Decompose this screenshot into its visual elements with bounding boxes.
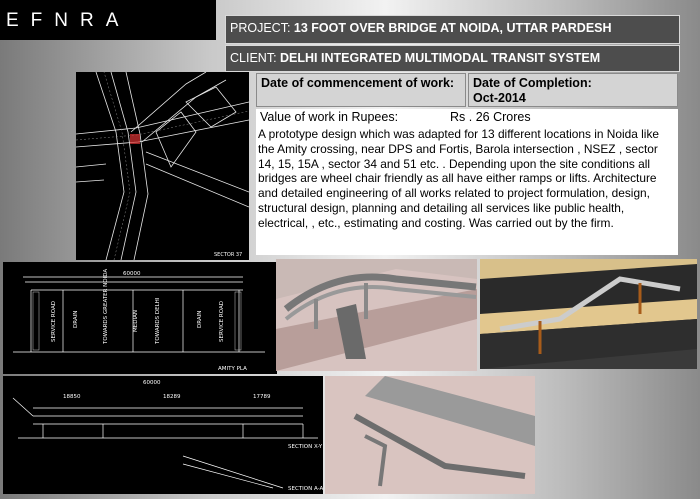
project-bar xyxy=(225,15,680,44)
section-label-3: TOWARDS GREATER NOIDA xyxy=(103,268,109,344)
elev-section-xy: SECTION X-Y xyxy=(288,444,323,450)
section-label-2: DRAIN xyxy=(73,310,79,328)
site-plan-drawing xyxy=(76,72,249,260)
section-dim: 60000 xyxy=(123,271,141,277)
completion-value: Oct-2014 xyxy=(473,91,526,105)
value-of-work-row xyxy=(256,109,678,127)
completion-cell xyxy=(468,73,678,107)
section-label-5: TOWARDS DELHI xyxy=(155,297,161,344)
firm-logo: EFNRA xyxy=(6,10,131,31)
elev-dim-3: 17789 xyxy=(253,394,271,400)
section-label-1: SERVICE ROAD xyxy=(51,301,57,342)
project-value: 13 FOOT OVER BRIDGE AT NOIDA, UTTAR PARDESH xyxy=(293,21,612,35)
section-label-6: DRAIN xyxy=(197,310,203,328)
elevation-drawing xyxy=(3,376,323,494)
client-bar xyxy=(225,45,680,72)
cross-section-drawing xyxy=(3,262,277,374)
value-label: Value of work in Rupees: xyxy=(260,110,399,124)
commencement-cell xyxy=(256,73,466,107)
project-label: PROJECT: xyxy=(230,21,291,35)
client-value: DELHI INTEGRATED MULTIMODAL TRANSIT SYSTEM xyxy=(280,51,601,65)
section-label-4: MEDIAN xyxy=(133,310,139,332)
map-sector-label: SECTOR 37 xyxy=(214,252,243,258)
completion-label: Date of Completion: xyxy=(473,76,592,90)
render-3d-bridge xyxy=(480,259,697,369)
project-description: A prototype design which was adapted for 13 different locations in Noida like the Amity crossing, near DPS and Fortis, Barola intersection , NSEZ , sector 14, 15, 15A , sector 34 and 51 etc. . Depending upon the site conditions all bridges are wheel chair friendly as all have either ramps or lifts. Architecture and detailed engineering of all works related to project formulation, design, structural design, planning and detailing all services like public health, electrical, , etc., estimating and costing. Was carried out by the firm. xyxy=(256,127,678,255)
elev-dim-1: 18850 xyxy=(63,394,81,400)
value-amount: Rs . 26 Crores xyxy=(450,110,531,124)
section-caption: AMITY PLA xyxy=(218,366,247,372)
render-3d-flyover xyxy=(276,259,477,371)
elev-dim-total: 60000 xyxy=(143,380,161,386)
elev-dim-2: 18289 xyxy=(163,394,181,400)
section-label-7: SERVICE ROAD xyxy=(219,301,225,342)
elev-section-aa: SECTION A-A xyxy=(288,486,323,492)
commencement-label: Date of commencement of work: xyxy=(261,76,455,90)
render-3d-ramp xyxy=(325,376,535,494)
client-label: CLIENT: xyxy=(230,51,277,65)
